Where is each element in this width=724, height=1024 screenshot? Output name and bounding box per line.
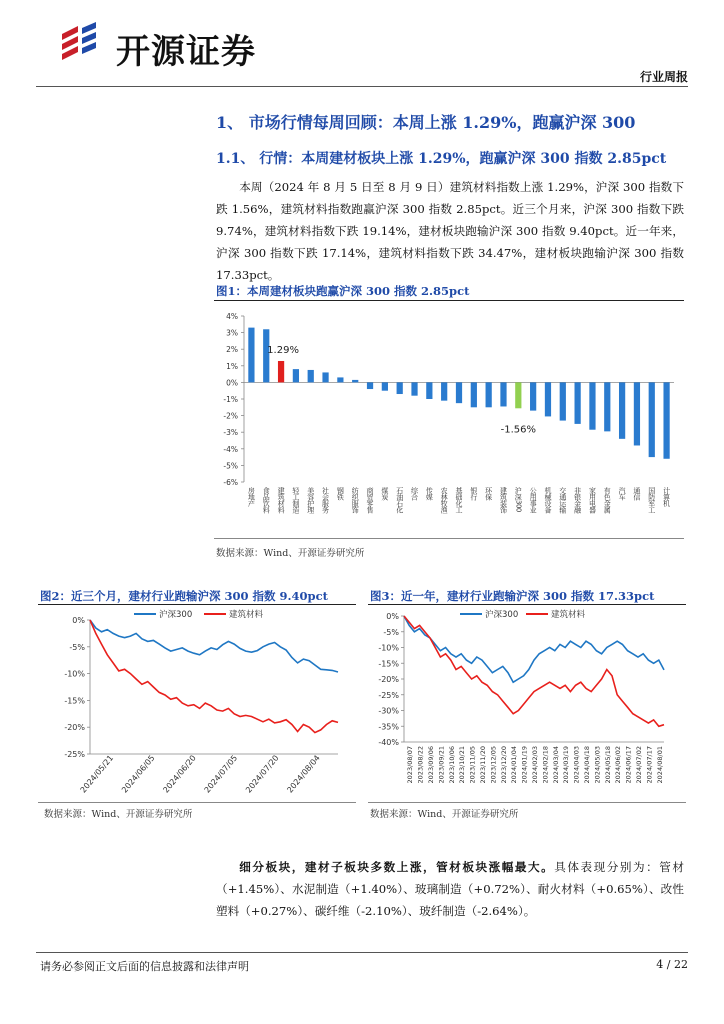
bar	[634, 382, 640, 445]
x-tick-label: 2024/07/20	[243, 753, 281, 795]
y-tick-label: -35%	[378, 722, 399, 732]
x-tick-label: 2024/03/19	[562, 746, 571, 784]
y-tick-label: -5%	[69, 642, 85, 652]
x-tick-label: 2024/07/05	[202, 753, 240, 795]
x-tick-label: 传媒	[425, 487, 434, 500]
y-tick-label: -5%	[383, 627, 399, 637]
x-tick-label: 综合	[410, 487, 419, 500]
x-tick-label: 公用事业	[529, 487, 538, 513]
figure1-top-rule	[214, 300, 684, 301]
x-tick-label: 机械设备	[543, 487, 552, 513]
x-tick-label: 煤炭	[380, 487, 389, 500]
x-tick-label: 2024/06/17	[624, 746, 633, 784]
x-tick-label: 2023/08/22	[416, 746, 425, 784]
x-tick-label: 建筑装饰	[499, 487, 508, 513]
x-tick-label: 2023/12/05	[489, 746, 498, 784]
x-tick-label: 2024/07/02	[635, 746, 643, 784]
x-tick-label: 基础化工	[455, 487, 463, 513]
x-tick-label: 2024/06/20	[161, 753, 198, 795]
x-tick-label: 2023/12/20	[499, 746, 508, 784]
x-tick-label: 2023/09/21	[437, 746, 446, 784]
figure1-source: 数据来源：Wind、开源证券研究所	[216, 548, 365, 559]
x-tick-label: 通信	[632, 487, 641, 500]
x-tick-label: 钢铁	[336, 487, 345, 500]
figure2-title: 图2：近三个月，建材行业跑输沪深 300 指数 9.40pct	[40, 589, 328, 603]
bar	[545, 382, 551, 416]
section-title: 1、 市场行情每周回顾：本周上涨 1.29%，跑赢沪深 300	[216, 113, 636, 132]
closing-text: 具体表现分别为：管材（+1.45%）、水泥制造（+1.40%）、玻璃制造（+0.72%）、耐火材料（+0.65%）、改性塑料（+0.27%）、碳纤维（-2.10%）、玻纤制造（-2.64%）。	[216, 860, 684, 918]
x-tick-label: 非银金融	[573, 487, 582, 513]
x-tick-label: 2023/08/07	[406, 746, 415, 784]
x-tick-label: 食品饮料	[262, 487, 271, 513]
bar	[426, 382, 432, 399]
bar	[441, 382, 447, 400]
figure3-title: 图3：近一年，建材行业跑输沪深 300 指数 17.33pct	[370, 589, 655, 603]
bar	[352, 380, 358, 382]
y-tick-label: -25%	[64, 750, 85, 759]
y-tick-label: -10%	[64, 669, 85, 679]
bar	[278, 361, 284, 382]
annotation-positive: 1.29%	[267, 344, 299, 356]
x-tick-label: 2024/04/03	[572, 746, 581, 784]
legend-label: 建筑材料	[551, 610, 586, 620]
figure3-top-rule	[368, 604, 686, 605]
bar	[649, 382, 655, 457]
x-tick-label: 2023/09/06	[427, 746, 435, 784]
figure3-chart	[368, 606, 686, 798]
figure3-bottom-rule	[368, 802, 686, 803]
bar	[248, 328, 254, 383]
figure2-source: 数据来源：Wind、开源证券研究所	[44, 809, 193, 820]
bar	[560, 382, 566, 420]
y-tick-label: -20%	[378, 675, 399, 684]
x-tick-label: 2024/05/18	[603, 746, 612, 784]
x-tick-label: 2024/01/19	[520, 746, 529, 784]
subsection-title: 1.1、 行情：本周建材板块上涨 1.29%，跑赢沪深 300 指数 2.85pct	[216, 151, 667, 167]
bar	[500, 382, 506, 406]
x-tick-label: 汽车	[618, 487, 627, 500]
x-tick-label: 2024/02/03	[531, 746, 539, 784]
x-tick-label: 2023/10/06	[447, 746, 456, 784]
page-number: 4 / 22	[656, 958, 688, 971]
x-tick-label: 2024/01/04	[510, 746, 519, 784]
figure1-title: 图1：本周建材板块跑赢沪深 300 指数 2.85pct	[216, 284, 470, 298]
bar	[456, 382, 462, 403]
y-tick-label: 0%	[226, 378, 238, 388]
x-tick-label: 家用电器	[588, 487, 597, 513]
x-tick-label: 2024/07/17	[645, 746, 654, 784]
x-tick-label: 社会服务	[321, 487, 330, 513]
x-tick-label: 美容护理	[306, 487, 315, 513]
logo-icon	[56, 20, 104, 68]
y-tick-label: -3%	[223, 428, 238, 438]
legend-label: 沪深300	[159, 610, 193, 620]
y-tick-label: 4%	[226, 312, 238, 321]
bar	[575, 382, 581, 424]
series-line	[404, 616, 664, 726]
bar	[471, 382, 477, 407]
closing-bold-lead: 细分板块，建材子板块多数上涨，管材板块涨幅最大。	[239, 860, 555, 874]
y-tick-label: -4%	[223, 444, 238, 454]
x-tick-label: 沪深300	[514, 487, 523, 512]
x-tick-label: 2024/08/04	[285, 753, 322, 795]
legend-label: 建筑材料	[229, 610, 264, 620]
header-divider	[36, 86, 688, 87]
y-tick-label: 1%	[226, 361, 238, 371]
bar	[515, 382, 521, 408]
x-tick-label: 农林牧渔	[440, 487, 449, 513]
y-tick-label: -6%	[223, 478, 238, 487]
y-tick-label: -10%	[378, 643, 399, 653]
x-tick-label: 2023/10/21	[458, 746, 467, 784]
y-tick-label: -30%	[378, 706, 399, 716]
x-tick-label: 银行	[469, 487, 478, 500]
figure2-top-rule	[38, 604, 356, 605]
figure3-source: 数据来源：Wind、开源证券研究所	[370, 809, 519, 820]
x-tick-label: 2024/02/18	[541, 746, 550, 784]
y-tick-label: -25%	[378, 690, 399, 700]
x-tick-label: 2024/05/21	[78, 753, 116, 795]
report-type: 行业周报	[639, 70, 688, 84]
x-tick-label: 纺织服饰	[351, 487, 360, 513]
bar	[322, 372, 328, 382]
summary-text: 本周（2024 年 8 月 5 日至 8 月 9 日）建筑材料指数上涨 1.29%，沪深 300 指数下跌 1.56%，建筑材料指数跑赢沪深 300 指数 2.85pct。近三个月来，沪深 300 指数下跌 9.74%，建筑材料指数下跌 19.14%，建材板块跑输沪深 300 指数 9.40pct。近一年来，沪深 300 指数下跌 17.14%，建筑材料指数下跌 34.47%，建材板块跑输沪深 300 指数 17.33pct。	[216, 180, 684, 282]
closing-paragraph	[216, 856, 684, 922]
figure1-bottom-rule	[214, 538, 684, 539]
annotation-negative: -1.56%	[500, 424, 537, 436]
bar	[382, 382, 388, 390]
y-tick-label: 0%	[72, 616, 85, 625]
figure2-chart	[38, 606, 356, 798]
bar	[663, 382, 669, 458]
y-tick-label: -5%	[223, 461, 238, 471]
bar	[367, 382, 373, 389]
y-tick-label: -40%	[378, 738, 399, 747]
x-tick-label: 2023/11/20	[479, 746, 487, 784]
x-tick-label: 有色金属	[603, 487, 612, 513]
footer-disclaimer: 请务必参阅正文后面的信息披露和法律声明	[40, 960, 249, 973]
bar	[337, 377, 343, 382]
y-tick-label: 0%	[386, 612, 399, 621]
x-tick-label: 2024/08/01	[655, 746, 664, 784]
y-tick-label: -1%	[223, 395, 238, 404]
bar	[308, 370, 314, 382]
bar	[589, 382, 595, 429]
y-tick-label: -15%	[378, 659, 399, 669]
series-line	[90, 620, 338, 672]
figure1-chart	[214, 304, 684, 536]
bar	[411, 382, 417, 395]
y-tick-label: -15%	[64, 696, 85, 706]
x-tick-label: 2024/05/03	[593, 746, 602, 784]
x-tick-label: 2023/11/05	[468, 746, 477, 784]
x-tick-label: 房地产	[247, 487, 256, 507]
y-tick-label: -20%	[64, 723, 85, 733]
bar	[397, 382, 403, 394]
y-tick-label: -2%	[223, 411, 238, 421]
series-line	[404, 616, 664, 682]
x-tick-label: 2024/06/05	[119, 753, 157, 795]
x-tick-label: 国防军工	[647, 487, 656, 513]
y-tick-label: 2%	[226, 345, 238, 355]
x-tick-label: 轻工制造	[291, 487, 300, 513]
x-tick-label: 2024/04/18	[583, 746, 591, 784]
footer-divider	[36, 952, 688, 953]
figure2-bottom-rule	[38, 802, 356, 803]
y-tick-label: 3%	[226, 328, 238, 338]
x-tick-label: 2024/03/04	[551, 746, 560, 784]
x-tick-label: 环保	[484, 487, 493, 500]
x-tick-label: 交通运输	[558, 487, 567, 513]
bar	[293, 369, 299, 382]
bar	[486, 382, 492, 407]
bar	[530, 382, 536, 410]
legend-label: 沪深300	[485, 610, 519, 620]
x-tick-label: 商贸零售	[366, 487, 375, 513]
x-tick-label: 石油石化	[395, 487, 404, 513]
bar	[619, 382, 625, 438]
logo-text: 开源证券	[116, 32, 256, 72]
x-tick-label: 计算机	[662, 487, 671, 507]
bar	[604, 382, 610, 431]
summary-paragraph	[216, 176, 684, 286]
x-tick-label: 建筑材料	[277, 487, 286, 513]
x-tick-label: 2024/06/02	[614, 746, 623, 784]
